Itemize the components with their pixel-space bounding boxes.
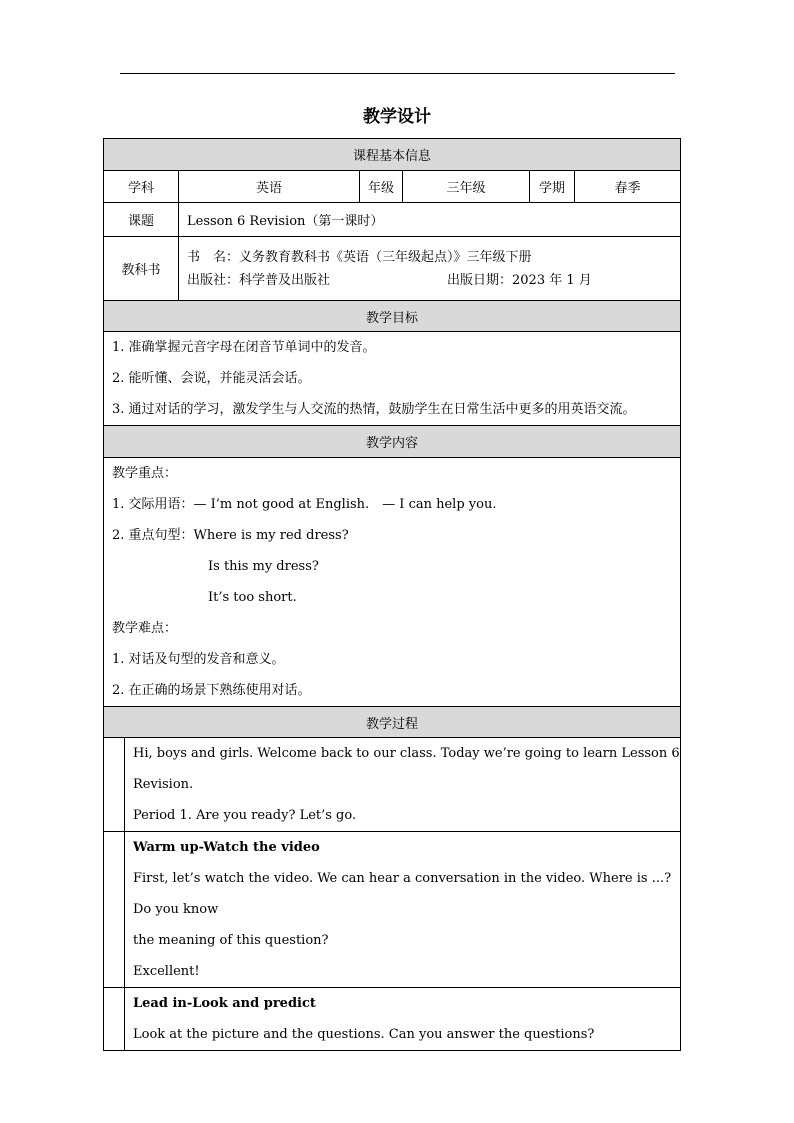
intro-line: Period 1. Are you ready? Let’s go. [133,808,357,823]
publish-date: 出版日期：2023 年 1 月 [447,272,592,288]
header-rule [120,73,675,74]
difficult-point-item: 2. 在正确的场景下熟练使用对话。 [112,683,311,698]
difficult-point-item: 1. 对话及句型的发音和意义。 [112,652,285,667]
grade-label: 年级 [360,171,403,203]
textbook-name: 书 名：义务教育教科书《英语（三年级起点）》三年级下册 [187,249,532,265]
warmup-step [125,832,681,988]
process-side-cell [104,988,125,1051]
warmup-line: First, let’s watch the video. We can hear a conversation in the video. Where is ...? Do you know [133,871,672,917]
section-header-objectives: 教学目标 [104,301,681,332]
publisher: 出版社：科学普及出版社 [187,272,331,288]
warmup-line: the meaning of this question? [133,933,329,948]
topic-label: 课题 [104,203,179,237]
intro-line: Hi, boys and girls. Welcome back to our class. Today we’re going to learn Lesson 6 Revision. [133,746,680,792]
objectives-body [104,332,681,426]
textbook-label: 教科书 [104,237,179,301]
topic-value: Lesson 6 Revision（第一课时） [179,203,681,237]
term-value: 春季 [575,171,681,203]
section-header-basic: 课程基本信息 [104,139,681,171]
textbook-publish-row [187,269,680,292]
key-point-item: 2. 重点句型：Where is my red dress? [112,528,349,543]
key-sentence: Is this my dress? [208,559,319,574]
grade-value: 三年级 [403,171,530,203]
objective-item: 1. 准确掌握元音字母在闭音节单词中的发音。 [112,340,376,355]
key-points-title: 教学重点： [112,466,178,481]
difficult-points-title: 教学难点： [112,621,178,636]
lead-in-step [125,988,681,1051]
warmup-title: Warm up-Watch the video [133,840,320,855]
objective-item: 3. 通过对话的学习，激发学生与人交流的热情，鼓励学生在日常生活中更多的用英语交流。 [112,402,636,417]
process-intro [125,738,681,832]
key-sentence: It’s too short. [208,590,297,605]
warmup-line: Excellent! [133,964,200,979]
subject-label: 学科 [104,171,179,203]
section-header-process: 教学过程 [104,707,681,738]
process-side-cell [104,832,125,988]
objective-item: 2. 能听懂、会说，并能灵活会话。 [112,371,311,386]
section-header-content: 教学内容 [104,426,681,458]
lesson-plan-table [103,138,681,1051]
term-label: 学期 [530,171,575,203]
lead-in-line: Look at the picture and the questions. Can you answer the questions? [133,1027,595,1042]
subject-value: 英语 [179,171,360,203]
textbook-info [179,237,681,301]
key-point-item: 1. 交际用语：— I’m not good at English. — I can help you. [112,497,497,512]
process-side-cell [104,738,125,832]
content-body [104,458,681,707]
page-title: 教学设计 [363,107,431,127]
lead-in-title: Lead in-Look and predict [133,996,316,1011]
